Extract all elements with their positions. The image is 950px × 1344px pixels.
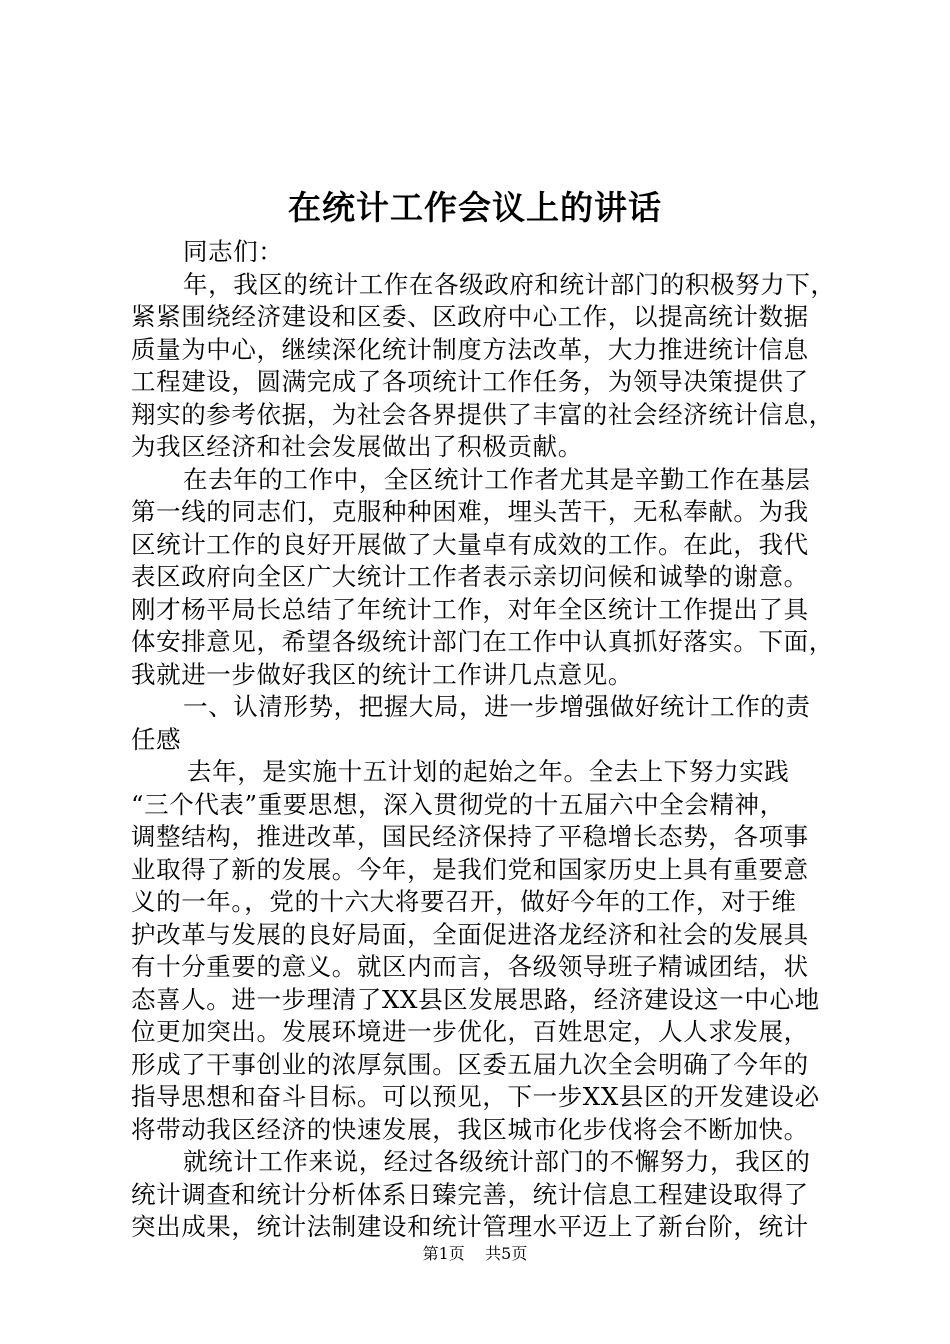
paragraph-3-line: 去年，是实施十五计划的起始之年。全去上下努力实践 — [187, 757, 790, 786]
page-footer — [0, 1243, 950, 1265]
paragraph-1-line: 年，我区的统计工作在各级政府和统计部门的积极努力下， — [183, 269, 836, 299]
footer-spacer — [470, 1244, 480, 1263]
paragraph-3-line: 态喜人。进一步理清了XX县区发展思路，经济建设这一中心地 — [131, 984, 820, 1014]
paragraph-2-line: 区统计工作的良好开展做了大量卓有成效的工作。在此，我代 — [131, 529, 809, 559]
paragraph-3-line: 将带动我区经济的快速发展，我区城市化步伐将会不断加快。 — [131, 1114, 809, 1144]
section-heading-line: 任感 — [131, 724, 182, 754]
paragraph-3-line: 业取得了新的发展。今年，是我们党和国家历史上具有重要意 — [131, 854, 809, 884]
paragraph-3-line: 义的一年。，党的十六大将要召开，做好今年的工作，对于维 — [131, 887, 797, 916]
document-body — [131, 236, 836, 1244]
paragraph-1-line: 为我区经济和社会发展做出了积极贡献。 — [131, 432, 583, 461]
paragraph-2-line: 表区政府向全区广大统计工作者表示亲切问候和诚挚的谢意。 — [131, 562, 809, 591]
page-total: 共5页 — [485, 1244, 528, 1263]
paragraph-3-line: “三个代表”重要思想，深入贯彻党的十五届六中全会精神， — [131, 789, 785, 819]
paragraph-2-line: 刚才杨平局长总结了年统计工作，对年全区统计工作提出了具 — [131, 594, 809, 624]
paragraph-4-line: 统计调查和统计分析体系日臻完善，统计信息工程建设取得了 — [131, 1179, 809, 1209]
paragraph-2-line: 第一线的同志们，克服种种困难，埋头苦干，无私奉献。为我 — [131, 497, 809, 526]
paragraph-1-line: 工程建设，圆满完成了各项统计工作任务，为领导决策提供了 — [131, 367, 809, 396]
paragraph-2-line: 我就进一步做好我区的统计工作讲几点意见。 — [131, 659, 633, 689]
paragraph-1-line: 紧紧围绕经济建设和区委、区政府中心工作，以提高统计数据 — [131, 302, 809, 331]
section-heading-line: 一、认清形势，把握大局，进一步增强做好统计工作的责 — [183, 692, 811, 721]
paragraph-2-line: 在去年的工作中，全区统计工作者尤其是辛勤工作在基层 — [183, 464, 811, 494]
paragraph-3-line: 有十分重要的意义。就区内而言，各级领导班子精诚团结，状 — [131, 952, 809, 981]
paragraph-1-line: 翔实的参考依据，为社会各界提供了丰富的社会经济统计信息， — [131, 399, 834, 429]
document-title: 在统计工作会议上的讲话 — [288, 188, 662, 227]
paragraph-2-line: 体安排意见，希望各级统计部门在工作中认真抓好落实。下面， — [131, 627, 834, 656]
paragraph-4-line: 突出成果，统计法制建设和统计管理水平迈上了新台阶，统计 — [131, 1212, 809, 1241]
paragraph-3-line: 护改革与发展的良好局面，全面促进洛龙经济和社会的发展具 — [131, 919, 809, 949]
paragraph-4-line: 就统计工作来说，经过各级统计部门的不懈努力，我区的 — [183, 1147, 811, 1176]
paragraph-1-line: 质量为中心，继续深化统计制度方法改革，大力推进统计信息 — [131, 334, 809, 364]
salutation-line: 同志们： — [183, 237, 284, 266]
paragraph-3-line: 指导思想和奋斗目标。可以预见，下一步XX县区的开发建设必 — [131, 1082, 820, 1111]
paragraph-3-line: 形成了干事创业的浓厚氛围。区委五届九次全会明确了今年的 — [131, 1049, 809, 1079]
page-number: 第1页 — [422, 1244, 465, 1263]
paragraph-3-line: 调整结构，推进改革，国民经济保持了平稳增长态势，各项事 — [131, 822, 809, 851]
paragraph-3-line: 位更加突出。发展环境进一步优化，百姓思定，人人求发展， — [131, 1017, 809, 1046]
